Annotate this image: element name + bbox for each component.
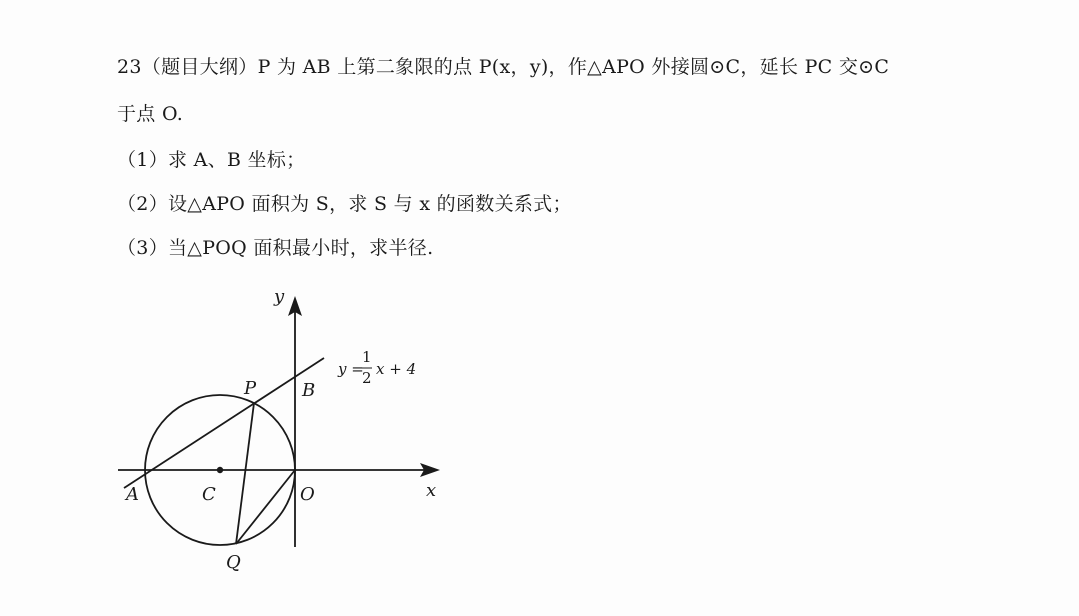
point-b-label: B [302,380,316,401]
figure-svg [110,282,470,582]
equation-rhs: x + 4 [376,360,417,378]
question-3: （3）当△POQ 面积最小时，求半径. [117,237,434,259]
geometry-figure [110,282,470,582]
center-point-c [217,467,223,473]
point-c-label: C [202,484,216,505]
axis-y-label: y [274,286,285,307]
segment-pq [236,403,254,544]
point-a-label: A [126,484,139,505]
question-1: （1）求 A、B 坐标； [117,149,306,171]
equation-lhs: y = [338,360,364,378]
line-equation-label [337,348,416,387]
equation-denominator: 2 [362,369,372,387]
problem-statement-line-2: 于点 O. [117,103,184,125]
line-ab [124,358,324,488]
axis-x-label: x [426,480,437,501]
point-o-label: O [300,484,315,505]
equation-numerator: 1 [362,348,372,366]
point-p-label: P [244,378,257,399]
point-q-label: Q [226,552,241,573]
question-2: （2）设△APO 面积为 S，求 S 与 x 的函数关系式； [117,193,572,215]
problem-statement-line-1: 23（题目大纲）P 为 AB 上第二象限的点 P(x，y)，作△APO 外接圆⊙C，延长 PC 交⊙C [117,56,890,78]
